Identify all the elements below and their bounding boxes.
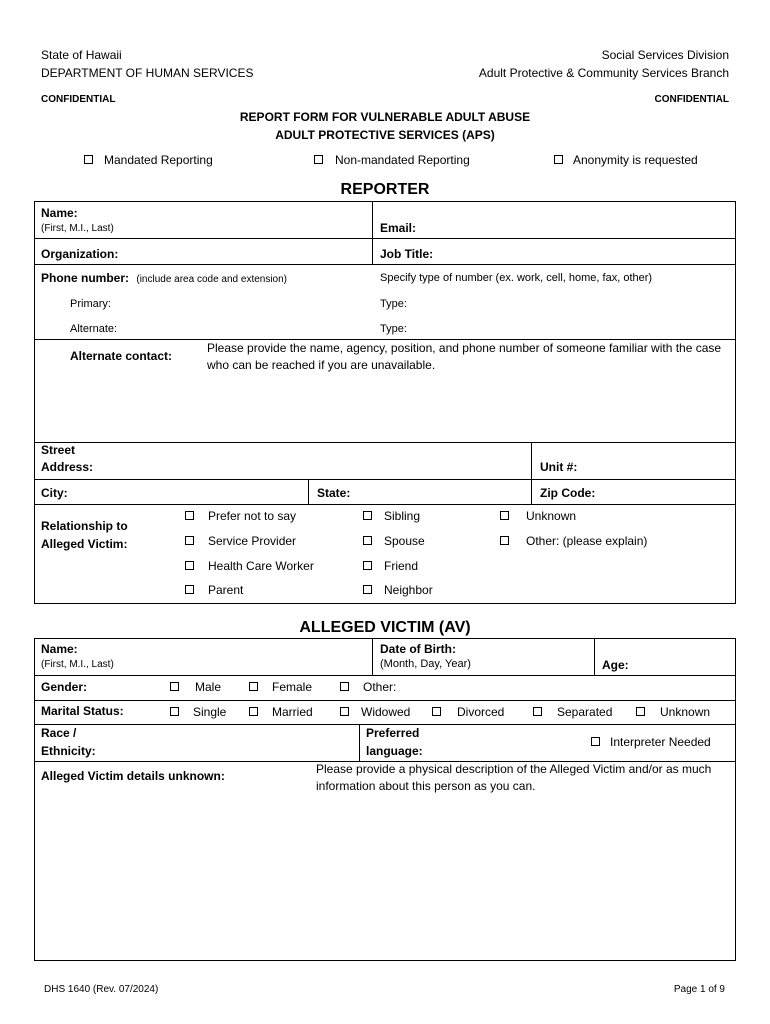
rel-service-provider-label: Service Provider xyxy=(208,534,297,548)
reporter-name-hint: (First, M.I., Last) xyxy=(41,223,114,234)
reporter-email-label: Email: xyxy=(380,221,417,235)
alternate-phone-label: Alternate: xyxy=(70,323,118,335)
marital-married-checkbox[interactable] xyxy=(249,707,258,716)
victim-name-label: Name: xyxy=(41,642,78,656)
divider xyxy=(34,724,736,725)
street-label: Street xyxy=(41,443,76,457)
marital-separated-label: Separated xyxy=(557,705,613,719)
race-label: Race / xyxy=(41,726,77,740)
alt-contact-instructions: Please provide the name, agency, position, and phone number of someone familiar with the case who can be reached if you are unavailable. xyxy=(207,341,722,372)
page-number: Page 1 of 9 xyxy=(673,984,725,995)
marital-married-label: Married xyxy=(272,705,313,719)
anonymity-label: Anonymity is requested xyxy=(573,153,698,167)
gender-other-checkbox[interactable] xyxy=(340,682,349,691)
non-mandated-checkbox[interactable] xyxy=(314,155,323,164)
marital-unknown-label: Unknown xyxy=(660,705,711,719)
reporter-phone-label: Phone number: xyxy=(41,271,130,285)
primary-type-label: Type: xyxy=(380,298,407,310)
divider xyxy=(372,201,373,264)
alternate-type-label: Type: xyxy=(380,323,407,335)
rel-friend-checkbox[interactable] xyxy=(363,561,372,570)
relationship-label-2: Alleged Victim: xyxy=(41,537,128,551)
divider xyxy=(34,675,736,676)
divider xyxy=(372,638,373,675)
unit-label: Unit #: xyxy=(540,460,578,474)
divider xyxy=(34,238,736,239)
form-title: REPORT FORM FOR VULNERABLE ADULT ABUSE xyxy=(239,110,531,124)
mandated-checkbox[interactable] xyxy=(84,155,93,164)
divider xyxy=(594,638,595,675)
divider xyxy=(308,479,309,504)
rel-spouse-label: Spouse xyxy=(384,534,425,548)
language-label: language: xyxy=(366,744,423,758)
mandated-label: Mandated Reporting xyxy=(104,153,213,167)
form-subtitle: ADULT PROTECTIVE SERVICES (APS) xyxy=(275,128,495,142)
divider xyxy=(34,479,736,480)
rel-prefer-not-label: Prefer not to say xyxy=(208,509,297,523)
alt-contact-label: Alternate contact: xyxy=(70,349,173,363)
agency-state: State of Hawaii xyxy=(41,48,122,62)
victim-unknown-label: Alleged Victim details unknown: xyxy=(41,769,225,783)
reporter-phone-row xyxy=(41,271,287,285)
marital-single-label: Single xyxy=(193,705,227,719)
rel-service-provider-checkbox[interactable] xyxy=(185,536,194,545)
rel-other-checkbox[interactable] xyxy=(500,536,509,545)
ethnicity-label: Ethnicity: xyxy=(41,744,96,758)
divider xyxy=(34,264,736,265)
gender-female-checkbox[interactable] xyxy=(249,682,258,691)
rel-spouse-checkbox[interactable] xyxy=(363,536,372,545)
divider xyxy=(34,504,736,505)
interpreter-checkbox[interactable] xyxy=(591,737,600,746)
divider xyxy=(34,442,736,443)
marital-widowed-checkbox[interactable] xyxy=(340,707,349,716)
rel-sibling-label: Sibling xyxy=(384,509,421,523)
gender-female-label: Female xyxy=(272,680,313,694)
reporter-section-title: REPORTER xyxy=(340,181,430,198)
rel-other-label: Other: (please explain) xyxy=(526,534,648,548)
rel-unknown-label: Unknown xyxy=(526,509,577,523)
divider xyxy=(34,700,736,701)
victim-age-label: Age: xyxy=(602,658,629,672)
victim-name-hint: (First, M.I., Last) xyxy=(41,659,114,670)
confidential-right: CONFIDENTIAL xyxy=(654,94,729,105)
marital-divorced-label: Divorced xyxy=(457,705,505,719)
marital-unknown-checkbox[interactable] xyxy=(636,707,645,716)
confidential-left: CONFIDENTIAL xyxy=(41,94,116,105)
rel-prefer-not-checkbox[interactable] xyxy=(185,511,194,520)
victim-unknown-instructions: Please provide a physical description of the Alleged Victim and/or as much information about this person as you can. xyxy=(316,762,712,793)
rel-unknown-checkbox[interactable] xyxy=(500,511,509,520)
divider xyxy=(359,724,360,761)
gender-other-label: Other: xyxy=(363,680,397,694)
victim-dob-label: Date of Birth: xyxy=(380,642,456,656)
rel-neighbor-checkbox[interactable] xyxy=(363,585,372,594)
interpreter-label: Interpreter Needed xyxy=(610,735,711,749)
rel-parent-label: Parent xyxy=(208,583,244,597)
gender-male-label: Male xyxy=(195,680,222,694)
marital-divorced-checkbox[interactable] xyxy=(432,707,441,716)
reporter-name-label: Name: xyxy=(41,206,78,220)
relationship-label: Relationship to xyxy=(41,519,128,533)
marital-label: Marital Status: xyxy=(41,704,124,718)
zip-label: Zip Code: xyxy=(540,486,596,500)
gender-male-checkbox[interactable] xyxy=(170,682,179,691)
gender-label: Gender: xyxy=(41,680,88,694)
city-label: City: xyxy=(41,486,68,500)
reporter-job-label: Job Title: xyxy=(380,247,434,261)
preferred-label: Preferred xyxy=(366,726,420,740)
marital-widowed-label: Widowed xyxy=(361,705,411,719)
reporter-phone-hint: (include area code and extension) xyxy=(136,274,288,285)
reporter-org-label: Organization: xyxy=(41,247,119,261)
rel-health-care-label: Health Care Worker xyxy=(208,559,314,573)
marital-separated-checkbox[interactable] xyxy=(533,707,542,716)
form-id: DHS 1640 (Rev. 07/2024) xyxy=(44,984,159,995)
primary-phone-label: Primary: xyxy=(70,298,111,310)
address-label: Address: xyxy=(41,460,94,474)
agency-department: DEPARTMENT OF HUMAN SERVICES xyxy=(41,66,254,80)
rel-parent-checkbox[interactable] xyxy=(185,585,194,594)
reporter-name-field[interactable] xyxy=(380,203,730,237)
victim-dob-hint: (Month, Day, Year) xyxy=(380,658,471,670)
reporter-phone-type-hint: Specify type of number (ex. work, cell, home, fax, other) xyxy=(380,272,653,284)
anonymity-checkbox[interactable] xyxy=(554,155,563,164)
branch-name: Adult Protective & Community Services Branch xyxy=(478,66,729,80)
divider xyxy=(531,442,532,504)
marital-single-checkbox[interactable] xyxy=(170,707,179,716)
rel-neighbor-label: Neighbor xyxy=(384,583,433,597)
rel-health-care-checkbox[interactable] xyxy=(185,561,194,570)
rel-sibling-checkbox[interactable] xyxy=(363,511,372,520)
victim-section-title: ALLEGED VICTIM (AV) xyxy=(299,619,471,636)
non-mandated-label: Non-mandated Reporting xyxy=(335,153,470,167)
rel-friend-label: Friend xyxy=(384,559,419,573)
division-name: Social Services Division xyxy=(601,48,729,62)
state-label: State: xyxy=(317,486,351,500)
